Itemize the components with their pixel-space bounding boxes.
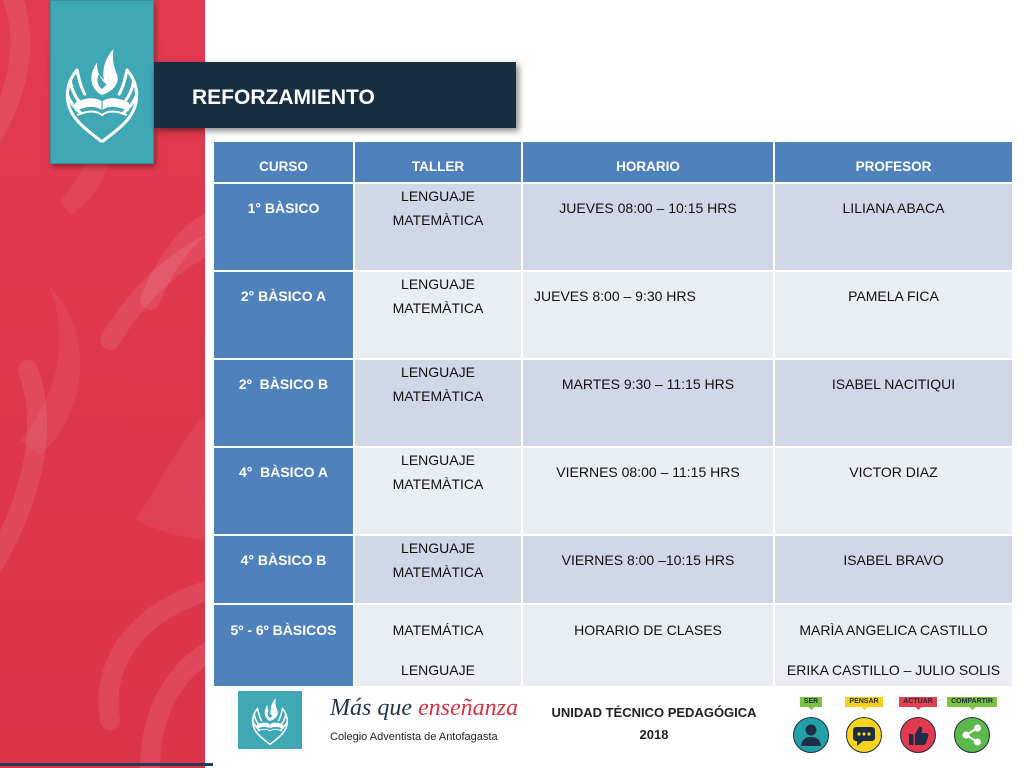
adventist-logo-icon — [54, 41, 150, 147]
header-cell-horario: HORARIO — [523, 142, 773, 182]
taller-cell — [355, 360, 521, 446]
school-tagline — [330, 694, 518, 722]
taller-line: LENGUAJE — [401, 364, 475, 380]
taller-cell — [355, 448, 521, 534]
profesor-line: ISABEL BRAVO — [843, 552, 944, 568]
value-tag: ACTUAR — [899, 697, 937, 707]
adventist-logo-icon — [246, 694, 294, 747]
horario-cell: JUEVES 08:00 – 10:15 HRS — [523, 184, 773, 270]
curso-cell: 5º - 6º BÀSICOS — [214, 605, 353, 686]
value-actuar — [891, 697, 945, 753]
curso-cell: 4° BÀSICO B — [214, 536, 353, 603]
curso-cell: 4° BÀSICO A — [214, 448, 353, 534]
taller-line: MATEMÀTICA — [392, 388, 484, 404]
profesor-line: ERIKA CASTILLO – JULIO SOLIS — [786, 662, 1001, 678]
taller-cell — [355, 536, 521, 603]
taller-line: LENGUAJE — [401, 662, 475, 678]
value-pensar — [837, 697, 891, 753]
profesor-cell — [775, 448, 1012, 534]
header-cell-taller: TALLER — [355, 142, 521, 182]
tagline-accent: enseñanza — [417, 695, 518, 721]
value-ser — [784, 697, 838, 753]
profesor-line: MARÌA ANGELICA CASTILLO — [799, 622, 988, 638]
profesor-line: ISABEL NACITIQUI — [831, 376, 956, 392]
value-tag: COMPARTIR — [947, 697, 997, 707]
share-icon — [955, 718, 989, 752]
bottom-rule — [0, 763, 213, 766]
taller-line: LENGUAJE — [401, 452, 475, 468]
value-badge — [954, 717, 990, 753]
horario-cell: VIERNES 8:00 –10:15 HRS — [523, 536, 773, 603]
value-badge — [793, 717, 829, 753]
taller-line: MATEMÁTICA — [392, 622, 484, 638]
school-name: Colegio Adventista de Antofagasta — [330, 731, 498, 743]
taller-cell — [355, 272, 521, 358]
horario-cell: JUEVES 8:00 – 9:30 HRS — [523, 272, 773, 358]
header-cell-profesor: PROFESOR — [775, 142, 1012, 182]
taller-cell — [355, 605, 521, 686]
profesor-line: LILIANA ABACA — [842, 200, 945, 216]
title-banner — [154, 62, 516, 128]
profesor-cell — [775, 360, 1012, 446]
value-tag: PENSAR — [845, 697, 882, 707]
tagline-main: Más que — [330, 695, 412, 721]
horario-cell: VIERNES 08:00 – 11:15 HRS — [523, 448, 773, 534]
value-tag: SER — [800, 697, 822, 707]
value-compartir — [945, 697, 999, 753]
taller-line: LENGUAJE — [401, 276, 475, 292]
curso-cell: 1° BÀSICO — [214, 184, 353, 270]
unit-year: 2018 — [639, 727, 669, 742]
schedule-table — [214, 142, 1012, 686]
footer-logo-tile — [238, 691, 302, 749]
unit-block — [535, 705, 773, 743]
header-cell-curso: CURSO — [214, 142, 353, 182]
taller-line: MATEMÀTICA — [392, 212, 484, 228]
value-badge — [900, 717, 936, 753]
unit-title: UNIDAD TÉCNICO PEDAGÓGICA — [551, 705, 757, 720]
taller-line: MATEMÀTICA — [392, 300, 484, 316]
taller-line: LENGUAJE — [401, 188, 475, 204]
value-badge — [846, 717, 882, 753]
profesor-cell — [775, 605, 1012, 686]
thumbs-up-icon — [901, 718, 935, 752]
taller-line: MATEMÀTICA — [392, 564, 484, 580]
school-logo-tile — [50, 0, 154, 164]
profesor-line: VICTOR DIAZ — [849, 464, 938, 480]
person-icon — [794, 718, 828, 752]
slide-title: REFORZAMIENTO — [192, 86, 375, 109]
curso-cell: 2° BÀSICO A — [214, 272, 353, 358]
horario-cell: MARTES 9:30 – 11:15 HRS — [523, 360, 773, 446]
profesor-cell — [775, 272, 1012, 358]
profesor-line: PAMELA FICA — [848, 288, 939, 304]
taller-cell — [355, 184, 521, 270]
profesor-cell — [775, 536, 1012, 603]
curso-cell: 2º BÀSICO B — [214, 360, 353, 446]
profesor-cell — [775, 184, 1012, 270]
horario-cell: HORARIO DE CLASES — [523, 605, 773, 686]
taller-line: LENGUAJE — [401, 540, 475, 556]
taller-line: MATEMÀTICA — [392, 476, 484, 492]
speech-bubble-icon — [847, 718, 881, 752]
